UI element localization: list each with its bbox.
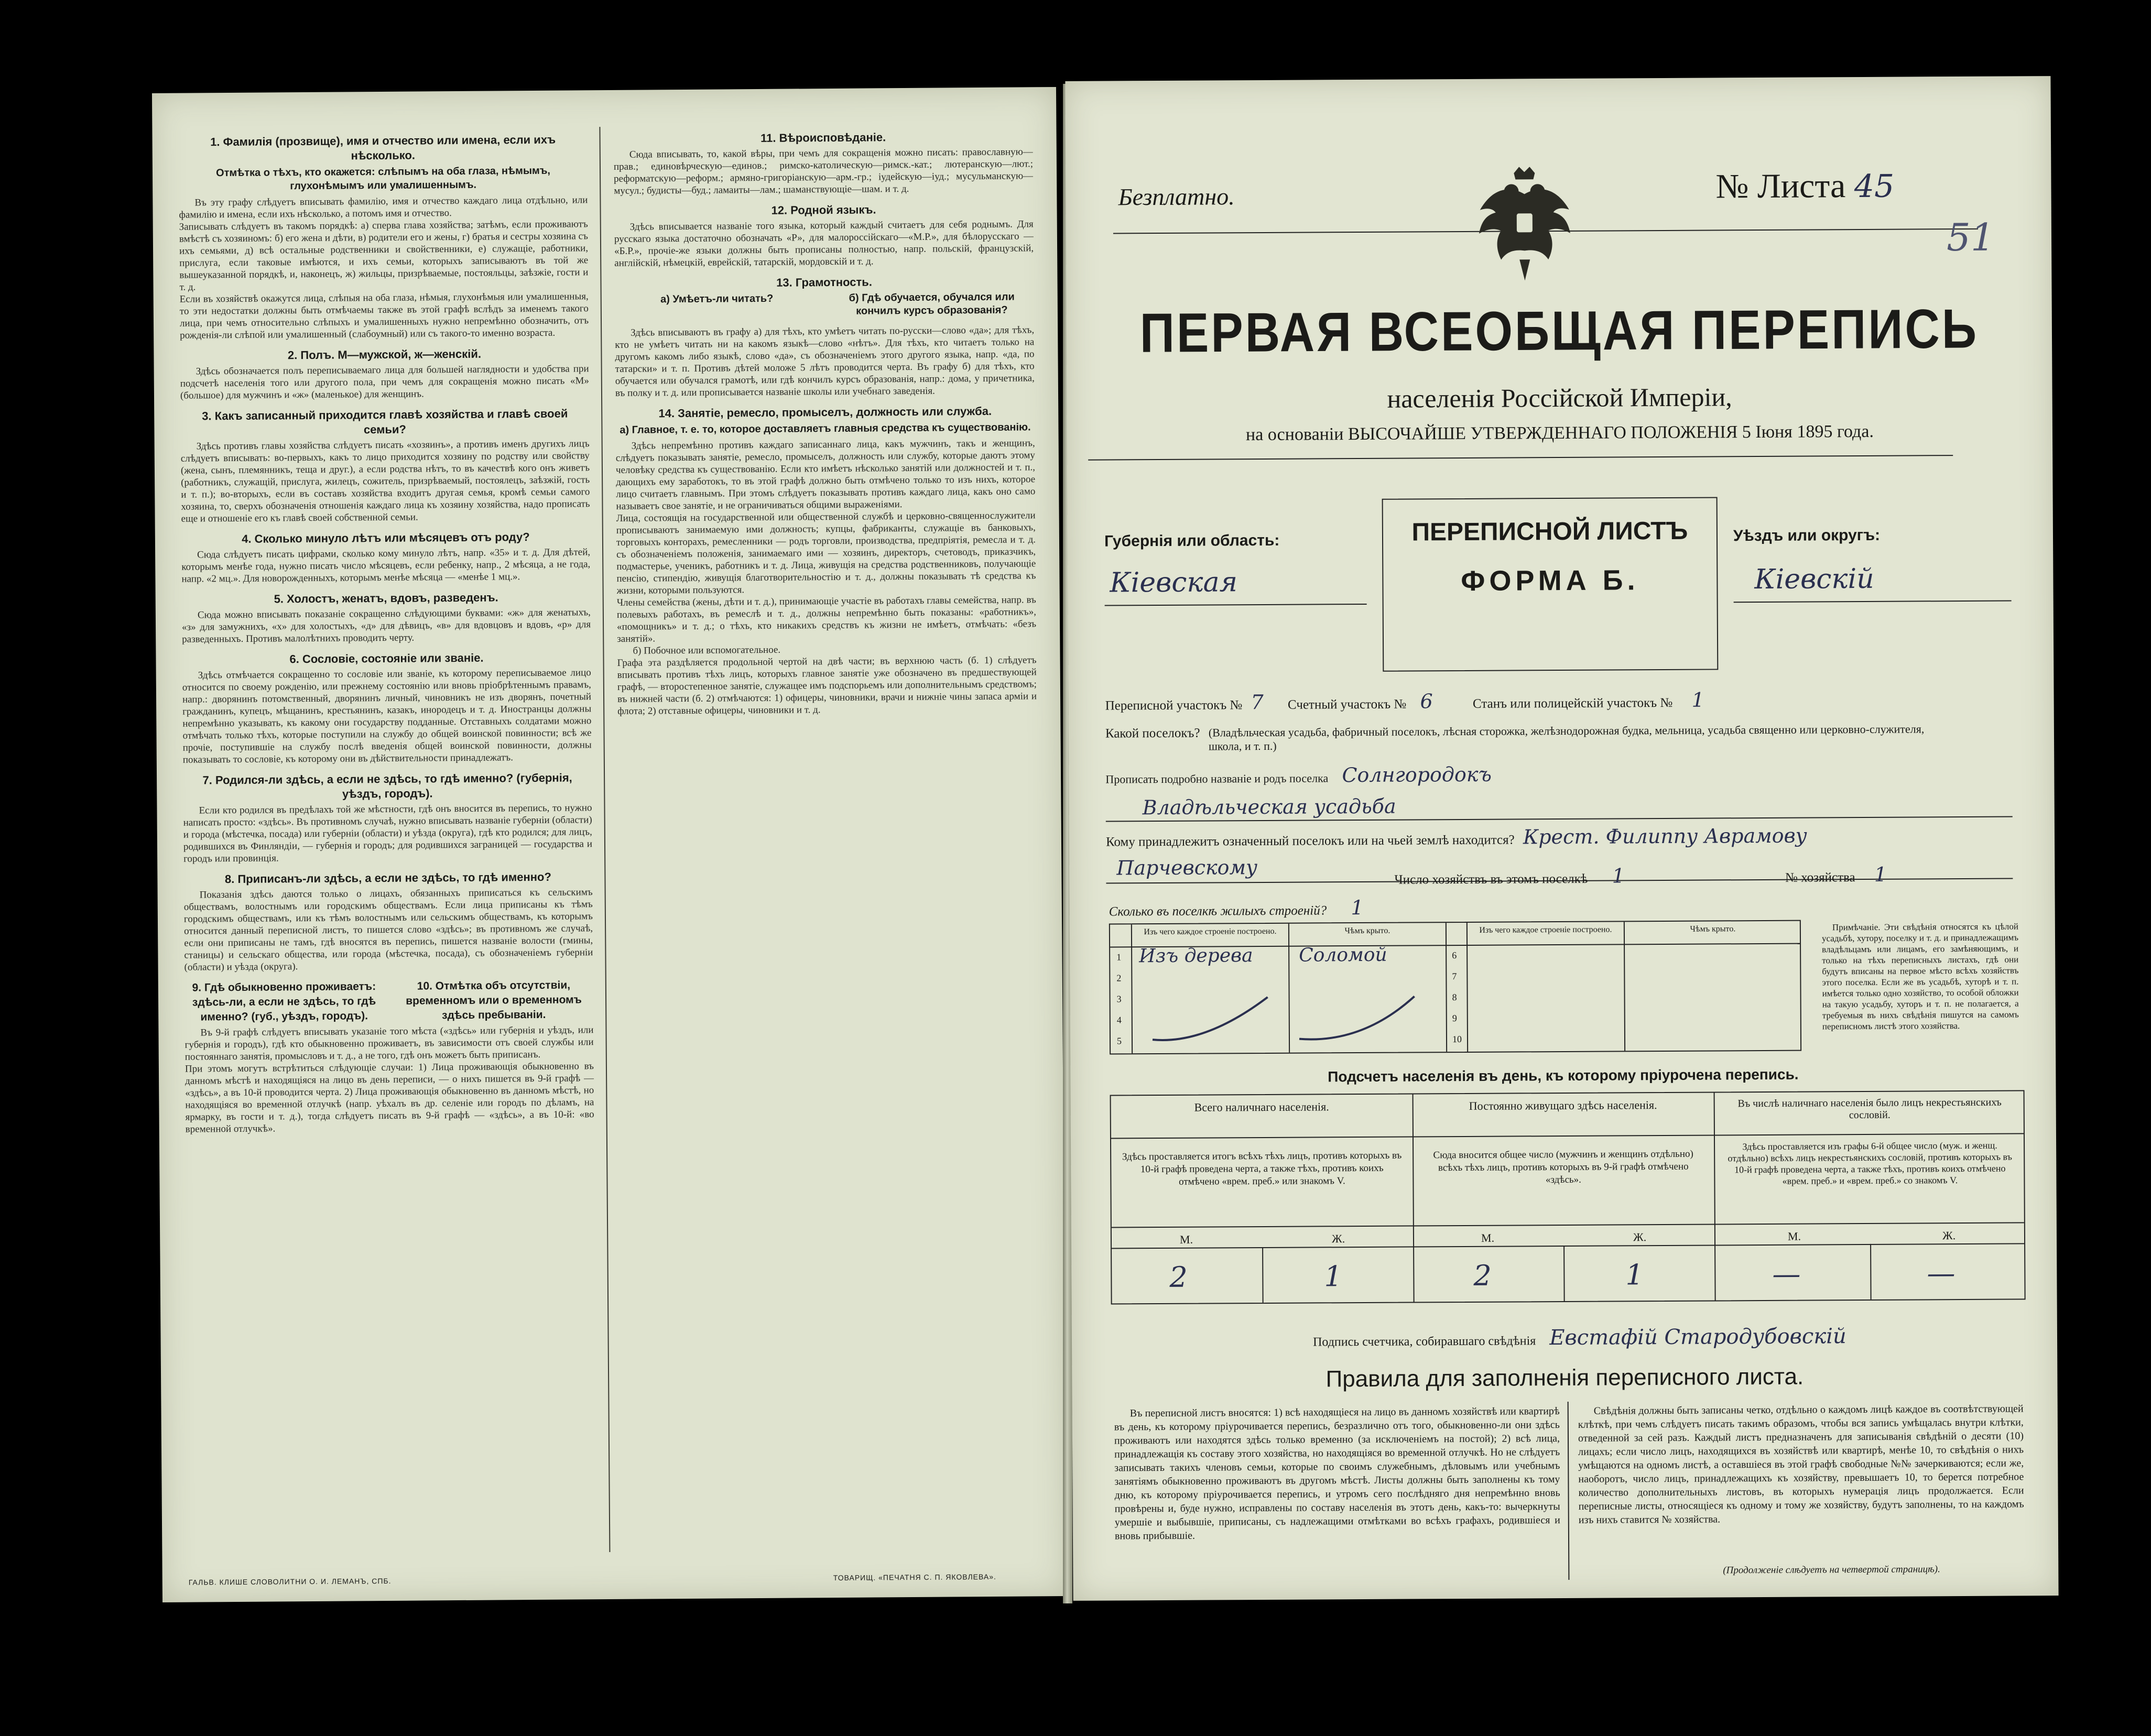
printer-imprint: ГАЛЬВ. КЛИШЕ СЛОВОЛИТНИ О. И. ЛЕМАНЪ, СПБ. — [188, 1576, 392, 1587]
population-count-table — [1110, 1090, 2026, 1304]
section-body: Здѣсь вписывается названіе того языка, который каждый считаетъ для себя роднымъ. Для русскаго языка достаточно обозначать «Р», для малороссійскаго—«М.Р.», для бѣлорусскаго — «Б.Р.», прочіе-же языки должны быть прописаны полностью, напр. польскій, французскій, англійскій, нѣмецкій, еврейскій, татарскій, мордовскій и т. д. — [614, 219, 1034, 269]
table-rule — [1714, 1093, 1716, 1300]
row-number: 4 — [1116, 1014, 1122, 1025]
section-heading: 13. Грамотность. — [776, 275, 872, 289]
col-built-header: Изъ чего каждое строеніе построено. — [1144, 926, 1277, 937]
signature-label: Подпись счетчика, собиравшаго свѣдѣнія — [1312, 1334, 1536, 1349]
page-subtitle: населенія Россійской Имперіи, — [1387, 382, 1732, 413]
instruction-section — [615, 403, 1037, 717]
buildings-label: Сколько въ поселкѣ жилыхъ строеній? — [1109, 903, 1327, 919]
counting-district-label: Счетный участокъ № — [1287, 697, 1407, 712]
rules-title: Правила для заполненія переписного листа. — [1326, 1363, 1804, 1392]
stan-label: Станъ или полицейскій участокъ № — [1472, 695, 1673, 711]
settlement-name-value: Солнгородокъ — [1342, 762, 1492, 787]
literacy-questions — [615, 290, 1034, 320]
settlement-name-row — [1105, 763, 1492, 788]
female-label: Ж. — [1331, 1232, 1345, 1246]
section-body: Сюда слѣдуетъ писать цифрами, сколько кому минуло лѣтъ, напр. «35» и т. д. Для дѣтей, которымъ менѣе года, нужно писать число мѣсяцевъ, если ребенку, напр., 2 мѣсяца, а не года, напр. «2 мц.». Для новорожденныхъ, которымъ менѣе мѣсяца — «менѣе 1 мц.». — [181, 547, 591, 585]
section-heading: 11. Вѣроисповѣданіе. — [760, 130, 886, 145]
table-rule — [1111, 1133, 2024, 1139]
section-heading: 4. Сколько минуло лѣтъ или мѣсяцевъ отъ роду? — [242, 530, 530, 545]
section-body: Здѣсь противъ главы хозяйства слѣдуетъ писать «хозяинъ», а противъ именъ другихъ лицъ слѣдуетъ вписывать: во-первыхъ, какъ то лицо приходится хозяину по родству или свойству (жена, сынъ, племянникъ, теща и друг.), а если родства нѣтъ, то въ качествѣ кого онъ живетъ (работникъ, служащій, прислуга, жилецъ, сожитель, призрѣваемый, постоялецъ, заѣзжій, гость и т. п.); во-вторыхъ, если въ составъ хозяйства входитъ другая семья, кромѣ семьи самого хозяина, то, сверхъ обозначенія отношенія каждаго лица къ хозяину хозяйства, надо прописать еще и отношеніе его къ главѣ своей собственной семьи. — [180, 438, 590, 525]
owner-value-2: Парчевскому — [1116, 856, 1258, 880]
form-title-box — [1382, 497, 1719, 671]
male-label: М. — [1787, 1229, 1801, 1243]
strike-through-mark — [1142, 965, 1436, 1050]
instruction-section — [614, 129, 1034, 197]
page-title: ПЕРВАЯ ВСЕОБЩАЯ ПЕРЕПИСЬ — [1139, 298, 1979, 364]
table-rule — [1870, 1244, 1872, 1300]
row-number: 5 — [1116, 1035, 1122, 1046]
section-body: б) Побочное или вспомогательное. Графа эта раздѣляется продольной чертой на двѣ части; въ верхнюю часть (б. 1) слѣдуетъ вписывать противъ тѣхъ лицъ, которыхъ главное занятіе уже обозначено въ предшествующей графѣ, — второстепенное занятіе, служащее имъ подспорьемъ или дополнительнымъ средствомъ; въ нижней части (б. 2) отмѣчаются: 1) офицеры, чиновники, врачи и нижніе чины запаса арміи и флота; 2) отставные офицеры, чиновники и т. д. — [617, 644, 1037, 717]
households-value: 1 — [1612, 864, 1625, 888]
row-number: 6 — [1452, 950, 1457, 961]
instruction-section — [614, 274, 1034, 320]
male-label: М. — [1179, 1232, 1193, 1246]
male-label: М. — [1481, 1231, 1495, 1244]
section-body: Сюда можно вписывать показаніе сокращенно слѣдующими буквами: «ж» для женатыхъ, «з» для замужнихъ, «х» для холостыхъ, «д» для дѣвицъ, «в» для вдовцовъ и вдовъ, «р» для разведенныхъ. Противъ малолѣтнихъ проводить черту. — [182, 607, 591, 645]
section-body: Здѣсь вписываютъ въ графу а) для тѣхъ, кто умѣетъ читать по-русски—слово «да»; для тѣхъ, кто не умѣетъ читать ни на какомъ языкѣ—слово «нѣтъ». Для тѣхъ, кто читаетъ только на другомъ какомъ либо языкѣ, слово «да», съ обозначеніемъ этого другого языка, напр. «да, по татарски» и т. п. Противъ дѣтей моложе 5 лѣтъ проводится черта. Въ графу б) для тѣхъ, кто обучается или обучался грамотѣ, или гдѣ кончилъ курсъ образованія, напр.: дома, у причетника, въ полку и т. д. или прописывается названіе школы или учебнаго заведенія. — [615, 324, 1035, 399]
title-rule — [1088, 455, 1953, 461]
row-number: 1 — [1116, 952, 1122, 963]
literacy-question-a: а) Умѣетъ-ли читать? — [660, 292, 774, 305]
instructions-column-b — [614, 129, 1043, 1552]
row-number: 8 — [1452, 992, 1457, 1003]
section-body: Здѣсь обозначается полъ переписываемаго лица для большей наглядности и удобства при подсчетѣ населенія того или другого пола, при чемъ для сокращенія можно писать «М» (большое) для мужчинъ и «ж» (маленькое) для женщинъ. — [180, 363, 589, 401]
count-header-permanent: Постоянно живущаго здѣсь населенія. — [1469, 1098, 1657, 1112]
row-number: 10 — [1452, 1034, 1462, 1045]
count-desc-permanent: Сюда вносится общее число (мужчинъ и женщинъ отдѣльно) всѣхъ тѣхъ лицъ, противъ которыхъ въ 9-й графѣ отмѣчено «здѣсь». — [1433, 1148, 1693, 1186]
present-male-count: 2 — [1169, 1260, 1188, 1294]
households-label: Число хозяйствъ въ этомъ поселкѣ — [1394, 871, 1588, 887]
legal-basis-line: на основаніи ВЫСОЧАЙШЕ УТВЕРЖДЕННАГО ПОЛОЖЕНІЯ 5 Іюня 1895 года. — [1245, 421, 1874, 445]
female-label: Ж. — [1942, 1229, 1956, 1242]
row-number: 7 — [1452, 971, 1457, 982]
population-count-title: Подсчетъ населенія въ день, къ которому пріурочена перепись. — [1328, 1066, 1799, 1085]
count-header-present: Всего наличнаго населенія. — [1194, 1100, 1329, 1114]
column-divider — [599, 127, 610, 1552]
instruction-section — [180, 406, 590, 525]
signature-value: Евстафій Стародубовскій — [1549, 1324, 1846, 1350]
gubernia-label: Губернія или область: — [1104, 531, 1280, 550]
enumerator-signature-row — [1313, 1324, 1846, 1351]
section-body: Въ эту графу слѣдуетъ вписывать фамилію, имя и отчество каждаго лица отдѣльно, или фамилію и имена, если ихъ нѣсколько, а потомъ имя и отчество. Записывать слѣдуетъ въ такомъ порядкѣ: а) сперва глава хозяйства; затѣмъ, если проживаютъ вмѣстѣ съ хозяиномъ: б) его жена и дѣти, в) родители его и жены, г) братья и сестры хозяина съ ихъ семьями, д) всѣ остальные родственники и свойственники, е) служащіе, работники, прислуга, если таковые имѣются, и ихъ семьи, которыхъ записываютъ въ той же вышеуказанной порядкѣ, и, наконецъ, ж) жильцы, призрѣваемые, постояльцы, заѣзжіе, гости и т. д. Если въ хозяйствѣ окажутся лица, слѣпыя на оба глаза, нѣмыя, глухонѣмыя или умалишенныя, то эти недостатки должны быть отмѣчаемы также въ этой графѣ вслѣдъ за именемъ такого лица, при чемъ относительно слѣпыхъ и умалишенныхъ нужно непремѣнно обозначить, отъ рожденія-ли слѣпой или умалишенный (слабоумный) или съ такого-то именно возраста. — [179, 194, 589, 341]
non-peasant-male-count: — — [1772, 1257, 1801, 1291]
table-rule — [1262, 1247, 1264, 1303]
uezd-label: Уѣздъ или округъ: — [1733, 526, 1881, 545]
margin-archival-number: 51 — [1946, 215, 1995, 260]
printer-imprint: ТОВАРИЩ. «ПЕЧАТНЯ С. П. ЯКОВЛЕВА». — [833, 1572, 996, 1582]
section-heading: 12. Родной языкъ. — [771, 203, 876, 217]
section-heading: 1. Фамилія (прозвище), имя и отчество или имена, если ихъ нѣсколько. — [210, 133, 556, 162]
buildings-note: Примѣчаніе. Эти свѣдѣнія относятся къ цѣлой усадьбѣ, хутору, поселку и т. д. и принадлежащимъ владѣльцамъ или лицамъ, его замѣняющимъ, и только на тѣхъ переписныхъ листахъ, гдѣ они будутъ вписаны на первое мѣсто всѣхъ хозяйствъ этого поселка. Если же въ усадьбѣ, хуторѣ и т. п. имѣется только одно хозяйство, то особой обложки на такую усадьбу, хуторъ и т. п. не полагается, а требуемыя въ нихъ свѣдѣнія пишутся на самомъ переписномъ листѣ этого хозяйства. — [1821, 921, 2019, 1032]
instruction-section — [614, 201, 1034, 269]
stan-value: 1 — [1691, 688, 1704, 712]
section-body: Показанія здѣсь даются только о лицахъ, обязанныхъ приписаться къ сельскимъ обществамъ, волостнымъ или городскимъ обществамъ. Если лица приписаны къ тѣмъ городскимъ обществамъ, или къ тѣмъ волостнымъ или сельскимъ обществамъ, къ которымъ относится данный переписной листъ, то пишется слово «здѣсь»; въ противномъ же случаѣ, если они приписаны не тамъ, гдѣ вносятся въ перепись, пишется названіе волости (гмины, станицы) и сельскаго общества, или города (мѣстечка, посада), съ обозначеніемъ губерніи (области) и уѣзда (округа). — [183, 887, 593, 973]
count-desc-present: Здѣсь проставляется итогъ всѣхъ тѣхъ лицъ, противъ которыхъ въ 10-й графѣ проведена черта, а также тѣхъ, противъ коихъ отмѣчено «врем. преб.» или знакомъ V. — [1122, 1150, 1402, 1187]
owner-row — [1106, 824, 1807, 851]
instruction-section — [179, 132, 589, 341]
table-rule — [1563, 1246, 1565, 1301]
rules-column-a: Въ переписной листъ вносятся: 1) всѣ находящіеся на лицо въ данномъ хозяйствѣ или квартирѣ въ день, къ которому пріурочивается перепись, безразлично отъ того, обыкновенно-ли они здѣсь проживаютъ или находятся здѣсь только временно (за исключеніемъ на постой); 2) всѣ лица, принадлежащія къ составу этого хозяйства, но находящіяся во временной отлучкѣ. Но не слѣдуетъ записывать такихъ членовъ семьи, которые по своимъ служебнымъ, дѣловымъ или учебнымъ занятіямъ обыкновенно проживаютъ въ другомъ мѣстѣ. Листы должны быть заполнены къ тому дню, къ которому пріурочивается перепись, и утромъ сего послѣдняго дня непремѣнно вновь провѣрены и, буде нужно, исправлены по составу населенія въ этотъ день, какъ-то: вычеркнуты умершіе и выбывшіе, приписаны, съ надлежащими отмѣтками во всѣхъ графахъ, родившіеся и вновь прибывшіе. — [1114, 1405, 1560, 1542]
instruction-section — [180, 346, 589, 401]
gubernia-value: Кіевская — [1110, 566, 1238, 599]
section-body: Въ 9-й графѣ слѣдуетъ вписывать указаніе того мѣста («здѣсь» или губернія и уѣздъ, или губернія и городъ), гдѣ кто обыкновенно проживаетъ, въ зависимости отъ своей службы или постояннаго занятія, промысловъ и т. д., а не того, гдѣ онъ можетъ быть приписанъ. При этомъ могутъ встрѣтиться слѣдующіе случаи: 1) Лица проживающія обыкновенно въ данномъ мѣстѣ и находящіяся на лицо въ день переписи, — о нихъ пишется въ 9-й графѣ — «здѣсь», а въ 10-й проводится черта. 2) Лица проживающія обыкновенно въ данномъ мѣстѣ, но находящіяся во временной отлучкѣ (напр. уѣхалъ въ др. селеніе или городъ по дѣламъ, на ярмарку, въ гости и т. д.), тогда слѣдуетъ писать въ 9-й графѣ — «здѣсь», а въ 10-й: «во временной отлучкѣ». — [184, 1024, 594, 1135]
section-subheading: Отмѣтка о тѣхъ, кто окажется: слѣпымъ на оба глаза, нѣмымъ, глухонѣмымъ или умалишеннымъ. — [216, 165, 551, 192]
roof-value: Соломой — [1299, 944, 1387, 966]
non-peasant-female-count: — — [1927, 1257, 1956, 1290]
row-number: 3 — [1116, 993, 1122, 1005]
owner-value: Крест. Филиппу Аврамову — [1523, 824, 1807, 849]
instruction-section — [183, 770, 592, 865]
col-roof-header: Чѣмъ крыто. — [1690, 924, 1736, 934]
table-rule — [1131, 924, 1133, 1053]
table-rule — [1446, 923, 1447, 1052]
owner-row-2 — [1116, 856, 1257, 879]
buildings-row — [1109, 896, 1364, 921]
settlement-name-label: Прописать подробно названіе и родъ поселка — [1105, 771, 1329, 786]
section-heading: 6. Сословіе, состояніе или званіе. — [289, 651, 484, 666]
instruction-section — [182, 650, 591, 766]
settlement-type-value: Владѣльческая усадьба — [1142, 794, 1396, 820]
districts-row — [1105, 689, 1704, 715]
section-body: Здѣсь отмѣчается сокращенно то сословіе или званіе, къ которому переписываемое лицо относится по своему рожденію, или прежнему состоянію или вновь пріобрѣтеннымъ правамъ, напр.: дворянинъ потомственный, дворянинъ личный, чиновникъ не изъ дворянъ, почетный гражданинъ, купецъ, мѣщанинъ, крестьянинъ, казакъ, инородецъ и т. д. Иностранцы должны непремѣнно указывать, къ какому они государству подданные. Отставныхъ солдатами можно отмѣчать только тѣхъ, которые поступили на службу до общей воинской повинности; всѣ же прочіе, поступившіе на службу послѣ введенія общей воинской повинности, должны показывать то сословіе, къ которому они въ дѣйствительности принадлежатъ. — [182, 667, 592, 766]
settlement-row — [1105, 722, 1942, 754]
table-rule — [1112, 1222, 2024, 1228]
section-heading: 7. Родился-ли здѣсь, а если не здѣсь, то гдѣ именно? (губернія, уѣздъ, городъ). — [202, 771, 572, 801]
settlement-type-row — [1143, 795, 1396, 820]
form-title: ПЕРЕПИСНОЙ ЛИСТЪ — [1411, 517, 1688, 547]
rules-column-b: Свѣдѣнія должны быть записаны четко, отдѣльно о каждомъ лицѣ каждое въ соотвѣтствующей клѣткѣ, при чемъ слѣдуетъ писать такимъ образомъ, чтобы вся запись умѣщалась внутри клѣтки, отведенной за сей разъ. Каждый листъ предназначенъ для записыванія свѣдѣній о десяти (10) лицахъ; если число лицъ, находящихся въ хозяйствѣ или квартирѣ, менѣе 10, то свѣдѣнія о нихъ умѣщаются на одномъ листѣ, а оставшіеся въ этой графѣ свободные №№ зачеркиваются; если же, наоборотъ, число лицъ, принадлежащихъ къ хозяйству, превышаетъ 10, то берется потребное количество дополнительныхъ листовъ, въ которыхъ нумерація лицъ продолжается. Если переписные листы, относящіеся къ одному и тому же хозяйству, будутъ заполнены, то на каждомъ изъ нихъ ставится № хозяйства. — [1578, 1403, 2024, 1526]
section-heading: 8. Приписанъ-ли здѣсь, а если не здѣсь, то гдѣ именно? — [224, 870, 551, 886]
section-body: Сюда вписывать, то, какой вѣры, при чемъ для сокращенія можно писать: православную—прав.; единовѣрческую—единов.; римско-католическую—римск.-кат.; лютеранскую—лют.; реформатскую—реформ.; армяно-григоріанскую—арм.-гр.; іудейскую—іуд.; мусульманскую—мусул.; будисты—буд.; ламаиты—лам.; шаманствующіе—шам. и т. д. — [613, 146, 1034, 196]
section-body: Если кто родился въ предѣлахъ той же мѣстности, гдѣ онъ вносится въ перепись, то нужно написать просто: «здѣсь». Въ противномъ случаѣ, нужно вписывать названіе губерніи (области) и города (мѣстечка, посада) или губерніи (области) и уѣзда (округа), гдѣ кто родился; для лицъ, родившихся въ Финляндіи, — губернія и городъ; для родившихся заграницей — государства и городъ или провинція. — [183, 802, 593, 865]
gubernia-underline — [1105, 604, 1367, 606]
household-number-label: № хозяйства — [1785, 870, 1855, 885]
table-rule — [1624, 922, 1625, 1051]
double-headed-eagle-emblem-icon — [1469, 162, 1580, 283]
split-headings — [184, 978, 594, 1027]
instruction-section — [181, 529, 591, 585]
census-district-label: Переписной участокъ № — [1105, 698, 1243, 713]
row-number: 2 — [1116, 973, 1122, 984]
sheet-number-value: 45 — [1854, 168, 1895, 205]
instruction-section — [615, 324, 1035, 399]
row-number: 9 — [1452, 1013, 1457, 1024]
households-row — [1394, 863, 1887, 889]
section-heading: 2. Полъ. М—мужской, ж—женскій. — [287, 347, 482, 362]
buildings-table — [1109, 920, 1801, 1055]
permanent-male-count: 2 — [1473, 1259, 1492, 1292]
section-heading-q9: 9. Гдѣ обыкновенно проживаетъ: здѣсь-ли, а если не здѣсь, то гдѣ именно? (губ., уѣздъ, городъ). — [192, 980, 376, 1023]
literacy-question-b: б) Гдѣ обучается, обучался или кончилъ курсъ образованія? — [849, 291, 1015, 317]
sheet-number — [1715, 166, 1894, 207]
section-heading: 5. Холостъ, женатъ, вдовъ, разведенъ. — [274, 591, 498, 606]
count-header-non-peasant: Въ числѣ наличнаго населенія было лицъ некрестьянскихъ сословій. — [1737, 1096, 2002, 1121]
free-of-charge-label: Безплатно. — [1118, 183, 1235, 211]
table-rule — [1413, 1094, 1415, 1302]
instructions-page — [152, 87, 1067, 1602]
permanent-female-count: 1 — [1625, 1258, 1644, 1292]
instruction-section — [183, 869, 593, 973]
column-divider — [1568, 1402, 1570, 1580]
table-rule — [1466, 923, 1468, 1052]
counting-district-value: 6 — [1420, 690, 1433, 713]
count-desc-non-peasant: Здѣсь проставляется изъ графы 6-й общее число (муж. и женщ. отдѣльно) всѣхъ лицъ некрестьянскихъ сословій, противъ которыхъ въ 10-й графѣ проведена черта, а также тѣхъ, противъ коихъ отмѣчено «врем. преб.» и «врем. преб.» со знакомъ V. — [1728, 1140, 2012, 1186]
built-value: Изъ дерева — [1139, 945, 1253, 967]
uezd-underline — [1734, 600, 2012, 603]
present-female-count: 1 — [1324, 1260, 1342, 1293]
section-body: Здѣсь непремѣнно противъ каждаго записаннаго лица, какъ мужчинъ, такъ и женщинъ, слѣдуетъ показывать занятіе, ремесло, промыселъ, должность или службу, которые даютъ этому человѣку средства къ существованію. Если кто имѣетъ нѣсколько занятій или должностей и т. п., дающихъ ему заработокъ, то въ этой графѣ должно быть отмѣчено только то изъ нихъ, которое лицо считаетъ главнымъ. При этомъ слѣдуетъ показывать противъ каждаго лица, какъ оно само называетъ свое занятіе, и не ограничиваться общими выраженіями. Лица, состоящія на государственной или общественной службѣ и церковно-священнослужители прописываютъ занимаемую ими должность; купцы, фабриканты, служащіе въ банковыхъ, торговыхъ конторахъ, ремесленники — родъ торговли, производства, предпріятія, ремесла и т. д. съ обозначеніемъ положенія, занимаемаго ими — хозяинъ, директоръ, счетоводъ, приказчикъ, подмастерье, ученикъ, работникъ и т. д. Лица, живущія на средства родственниковъ, получающіе пенсію, стипендію, живущія благотворительностію и т. д., должны показывать тѣ средства къ жизни, которыми пользуются. Члены семейства (жены, дѣти и т. д.), принимающіе участіе въ работахъ главы семейства, напр. въ полевыхъ работахъ, въ ремеслѣ и т. д., должны непремѣнно быть показаны: «работникъ», «помощникъ» и т. д.; о тѣхъ, кто никакихъ средствъ къ жизни не имѣетъ, отмѣчать: «безъ занятій». — [615, 438, 1037, 645]
col-built-header: Изъ чего каждое строеніе построено. — [1479, 925, 1612, 935]
continuation-note: (Продолженіе слѣдуетъ на четвертой страницѣ). — [1723, 1564, 1940, 1576]
col-roof-header: Чѣмъ крыто. — [1344, 926, 1390, 936]
section-heading-q10: 10. Отмѣтка объ отсутствіи, временномъ или о временномъ здѣсь пребываніи. — [406, 979, 582, 1022]
household-number-value: 1 — [1874, 862, 1887, 886]
settlement-label: Какой поселокъ? — [1105, 726, 1200, 741]
owner-label: Кому принадлежитъ означенный поселокъ или на чьей землѣ находится? — [1105, 833, 1515, 849]
section-subheading: а) Главное, т. е. то, которое доставляетъ главныя средства къ существованію. — [620, 421, 1031, 436]
female-label: Ж. — [1633, 1230, 1647, 1244]
section-heading: 14. Занятіе, ремесло, промыселъ, должность или служба. — [658, 404, 992, 420]
instruction-section — [182, 589, 591, 645]
section-heading: 3. Какъ записанный приходится главѣ хозяйства и главѣ своей семьи? — [202, 407, 568, 436]
instructions-column-a — [179, 132, 598, 1555]
form-name: ФОРМА Б. — [1461, 564, 1639, 597]
table-rule — [1112, 1243, 2024, 1249]
settlement-hint: (Владѣльческая усадьба, фабричный поселокъ, лѣсная сторожка, желѣзнодорожная будка, мельница, усадьба священно или церковно-служителя, школа, и т. п.) — [1208, 722, 1925, 753]
census-form-page — [1065, 76, 2058, 1601]
census-district-value: 7 — [1251, 690, 1264, 714]
buildings-value: 1 — [1351, 896, 1364, 920]
uezd-value: Кіевскій — [1754, 563, 1874, 596]
sheet-number-label: № Листа — [1715, 167, 1846, 206]
